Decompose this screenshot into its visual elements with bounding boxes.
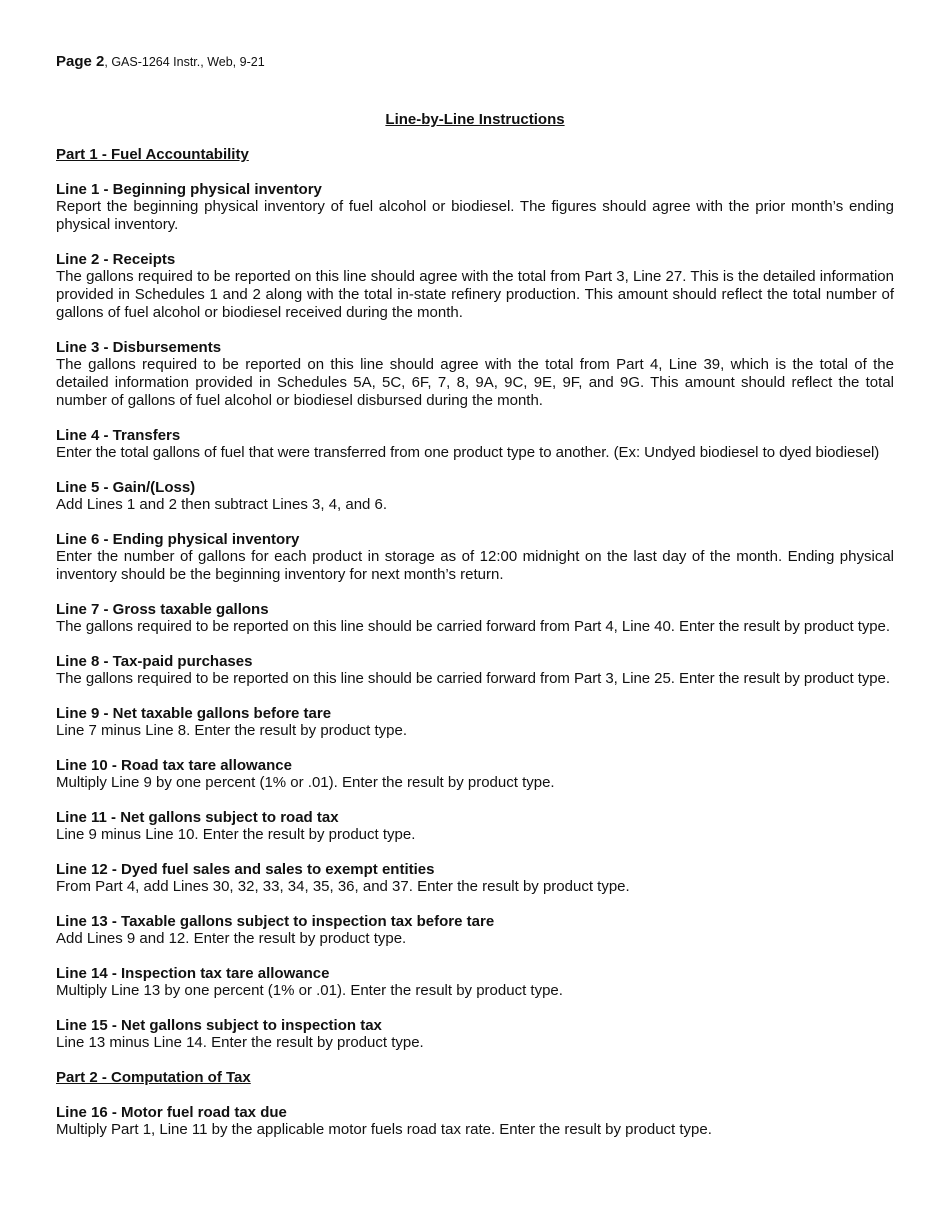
- line-title: Line 13 - Taxable gallons subject to inspection tax before tare: [56, 913, 495, 930]
- line-title: Line 5 - Gain/(Loss): [56, 479, 196, 496]
- line-text: Line 7 minus Line 8. Enter the result by product type.: [56, 722, 408, 739]
- line-text: Line 13 minus Line 14. Enter the result by product type.: [56, 1034, 424, 1051]
- line-entry: [56, 653, 894, 688]
- page-number: Page 2: [56, 53, 105, 70]
- part2-heading: Part 2 - Computation of Tax: [56, 1069, 251, 1086]
- line-entry: [56, 913, 894, 948]
- line-text: Line 9 minus Line 10. Enter the result by product type.: [56, 826, 416, 843]
- line-entry: [56, 1104, 894, 1139]
- line-title: Line 9 - Net taxable gallons before tare: [56, 705, 332, 722]
- line-entry: [56, 601, 894, 636]
- line-text: The gallons required to be reported on this line should be carried forward from Part 4, Line 40. Enter the result by product type.: [56, 618, 890, 635]
- line-title: Line 8 - Tax-paid purchases: [56, 653, 253, 670]
- line-text: Enter the total gallons of fuel that were transferred from one product type to another. (Ex: Undyed biodiesel to dyed biodiesel): [56, 444, 880, 461]
- line-entry: [56, 861, 894, 896]
- line-text: Multiply Part 1, Line 11 by the applicable motor fuels road tax rate. Enter the result by product type.: [56, 1121, 712, 1138]
- line-title: Line 4 - Transfers: [56, 427, 181, 444]
- line-title: Line 10 - Road tax tare allowance: [56, 757, 292, 774]
- line-text: Multiply Line 13 by one percent (1% or .01). Enter the result by product type.: [56, 982, 563, 999]
- line-entry: [56, 181, 894, 234]
- line-title: Line 12 - Dyed fuel sales and sales to exempt entities: [56, 861, 435, 878]
- line-text: Report the beginning physical inventory of fuel alcohol or biodiesel. The figures should agree with the prior month’s ending physical inventory.: [56, 198, 894, 233]
- line-text: Add Lines 9 and 12. Enter the result by product type.: [56, 930, 407, 947]
- line-entry: [56, 339, 894, 410]
- line-text: The gallons required to be reported on this line should agree with the total from Part 3, Line 27. This is the detailed information provided in Schedules 1 and 2 along with the total in-state refinery production. This amount should reflect the total number of gallons of fuel alcohol or biodiesel received during the month.: [56, 268, 894, 321]
- page-header: [56, 52, 894, 72]
- line-entry: [56, 757, 894, 792]
- line-text: From Part 4, add Lines 30, 32, 33, 34, 35, 36, and 37. Enter the result by product type.: [56, 878, 630, 895]
- line-title: Line 14 - Inspection tax tare allowance: [56, 965, 330, 982]
- line-text: The gallons required to be reported on this line should be carried forward from Part 3, Line 25. Enter the result by product type.: [56, 670, 890, 687]
- line-title: Line 11 - Net gallons subject to road tax: [56, 809, 339, 826]
- form-info: , GAS-1264 Instr., Web, 9-21: [104, 55, 265, 69]
- line-entry: [56, 479, 894, 514]
- instructions-page: [56, 52, 894, 1156]
- part1-heading: Part 1 - Fuel Accountability: [56, 146, 249, 163]
- page-title: Line-by-Line Instructions: [385, 111, 565, 128]
- line-title: Line 6 - Ending physical inventory: [56, 531, 300, 548]
- line-title: Line 16 - Motor fuel road tax due: [56, 1104, 287, 1121]
- line-text: Enter the number of gallons for each product in storage as of 12:00 midnight on the last day of the month. Ending physical inventory should be the beginning inventory for next month’s return.: [56, 548, 894, 583]
- line-title: Line 7 - Gross taxable gallons: [56, 601, 269, 618]
- line-entry: [56, 705, 894, 740]
- line-title: Line 15 - Net gallons subject to inspection tax: [56, 1017, 382, 1034]
- line-entry: [56, 1017, 894, 1052]
- line-entry: [56, 531, 894, 584]
- line-title: Line 2 - Receipts: [56, 251, 176, 268]
- line-title: Line 1 - Beginning physical inventory: [56, 181, 322, 198]
- line-text: The gallons required to be reported on this line should agree with the total from Part 4, Line 39, which is the total of the detailed information provided in Schedules 5A, 5C, 6F, 7, 8, 9A, 9C, 9E, 9F, and 9G. This amount should reflect the total number of gallons of fuel alcohol or biodiesel disbursed during the month.: [56, 356, 894, 409]
- line-entry: [56, 809, 894, 844]
- line-entry: [56, 251, 894, 322]
- line-entry: [56, 427, 894, 462]
- line-text: Multiply Line 9 by one percent (1% or .01). Enter the result by product type.: [56, 774, 555, 791]
- line-entry: [56, 965, 894, 1000]
- line-text: Add Lines 1 and 2 then subtract Lines 3, 4, and 6.: [56, 496, 388, 513]
- line-title: Line 3 - Disbursements: [56, 339, 222, 356]
